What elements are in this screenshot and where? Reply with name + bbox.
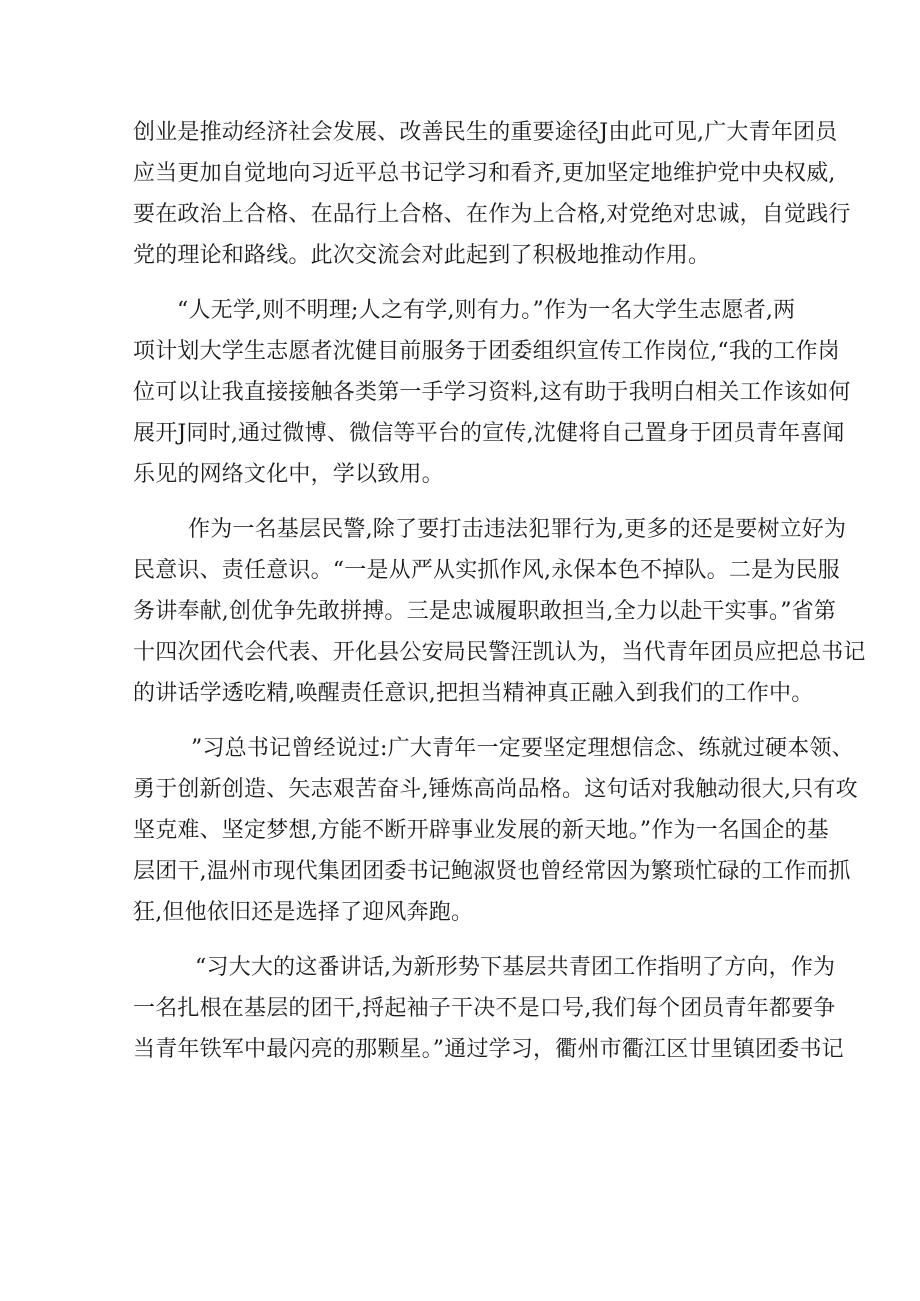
- text-line-first: “习大大的这番讲话,为新形势下基层共青团工作指明了方向，作为: [195, 955, 836, 980]
- text-line: 项计划大学生志愿者沈健目前服务于团委组织宣传工作岗位,“我的工作岗: [133, 339, 840, 364]
- text-line-first: ”习总书记曾经说过:广大青年一定要坚定理想信念、练就过硬本领、: [191, 736, 854, 761]
- text-line-first: 作为一名基层民警,除了要打击违法犯罪行为,更多的还是要树立好为: [188, 517, 847, 542]
- paragraph-spacer: [133, 495, 798, 509]
- paragraph-spacer: [133, 933, 798, 947]
- text-line: 坚克难、坚定梦想,方能不断开辟事业发展的新天地。”作为一名国企的基: [133, 818, 829, 843]
- text-line: 创业是推动经济社会发展、改善民生的重要途径J由此可见,广大青年团员: [133, 120, 838, 145]
- paragraph-spacer: [133, 276, 798, 290]
- text-line: 党的理论和路线。此次交流会对此起到了积极地推动作用。: [133, 243, 711, 268]
- text-line: 当青年铁军中最闪亮的那颗星。”通过学习，衢州市衢江区廿里镇团委书记: [133, 1037, 844, 1062]
- text-line: 展开J同时,通过微博、微信等平台的宣传,沈健将自己置身于团员青年喜闻: [133, 421, 845, 446]
- text-line: 的讲话学透吃精,唤醒责任意识,把担当精神真正融入到我们的工作中。: [133, 681, 814, 706]
- text-line: 十四次团代会代表、开化县公安局民警汪凯认为，当代青年团员应把总书记: [133, 640, 866, 665]
- paragraph-3: [133, 509, 866, 714]
- text-line: 一名扎根在基层的团干,捋起袖子干决不是口号,我们每个团员青年都要争: [133, 996, 836, 1021]
- paragraph-1: [133, 112, 851, 276]
- text-line: 应当更加自觉地向习近平总书记学习和看齐,更加坚定地维护党中央权威,: [133, 161, 836, 186]
- text-line-first: “人无学,则不明理;人之有学,则有力。”作为一名大学生志愿者,两: [177, 298, 796, 323]
- document-body: [133, 112, 866, 1070]
- text-line: 民意识、责任意识。“一是从严从实抓作风,永保本色不掉队。二是为民服: [133, 558, 840, 583]
- text-line: 狂,但他依旧还是选择了迎风奔跑。: [133, 900, 474, 925]
- text-line: 务讲奉献,创优争先敢拼搏。三是忠诚履职敢担当,全力以赴干实事。”省第: [133, 599, 837, 624]
- text-line: 层团干,温州市现代集团团委书记鲍淑贤也曾经常因为繁琐忙碌的工作而抓: [133, 859, 851, 884]
- paragraph-4: [133, 728, 858, 933]
- paragraph-2: [133, 290, 851, 495]
- text-line: 乐见的网络文化中，学以致用。: [133, 462, 444, 487]
- text-line: 要在政治上合格、在品行上合格、在作为上合格,对党绝对忠诚，自觉践行: [133, 202, 851, 227]
- text-line: 勇于创新创造、矢志艰苦奋斗,锤炼高尚品格。这句话对我触动很大,只有攻: [133, 777, 858, 802]
- paragraph-5: [133, 947, 844, 1070]
- paragraph-spacer: [133, 714, 798, 728]
- text-line: 位可以让我直接接触各类第一手学习资料,这有助于我明白相关工作该如何: [133, 380, 851, 405]
